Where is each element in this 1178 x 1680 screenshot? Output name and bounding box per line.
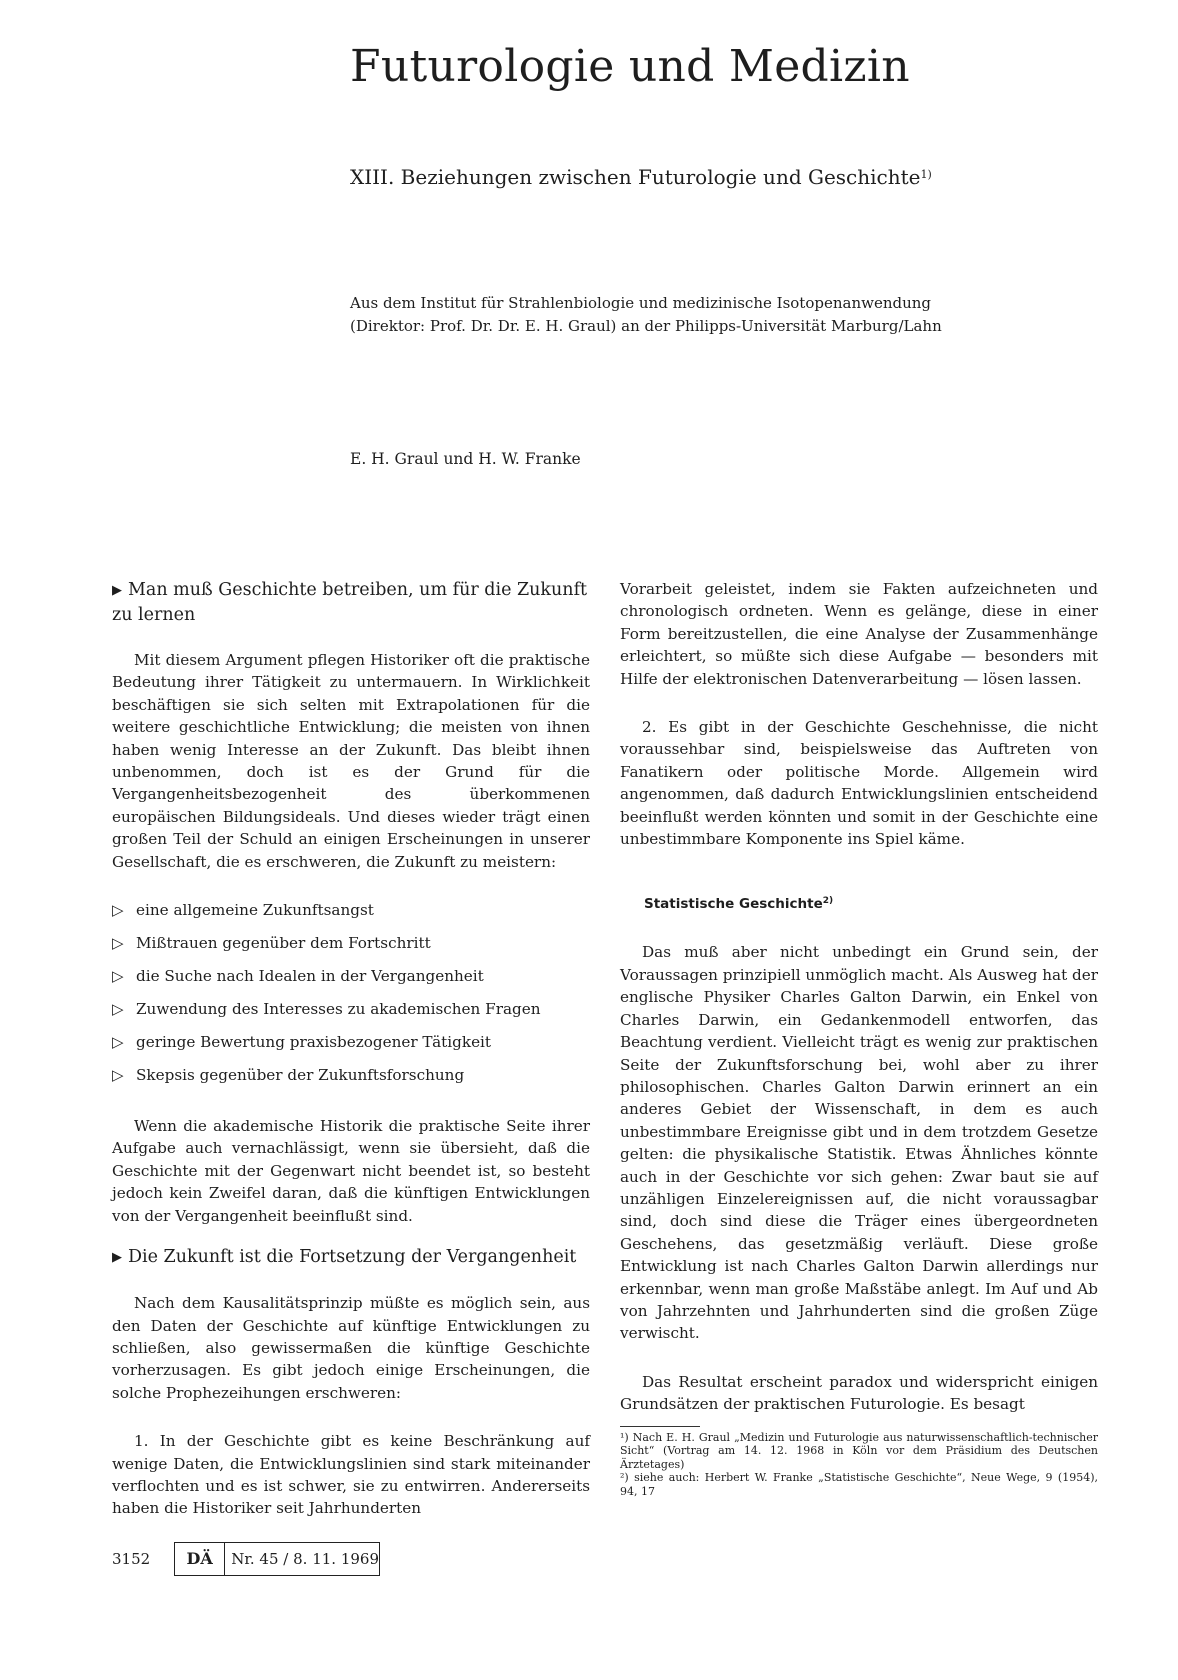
list-item-text: Mißtrauen gegenüber dem Fortschritt	[136, 934, 431, 953]
concern-list	[112, 899, 590, 1097]
subtitle-text: XIII. Beziehungen zwischen Futurologie und Geschichte	[350, 165, 921, 189]
section-heading-2	[112, 1245, 590, 1270]
left-column	[112, 578, 590, 1520]
institute-affiliation	[350, 292, 1110, 338]
outline-triangle-icon: ▷	[112, 934, 124, 953]
section-heading-1-text: Man muß Geschichte betreiben, um für die Zukunft zu lernen	[112, 580, 588, 625]
paragraph: Wenn die akademische Historik die praktische Seite ihrer Aufgabe auch vernachlässigt, wenn sie übersieht, daß die Geschichte mit der Gegenwart nicht beendet ist, so besteht jedoch kein Zweifel daran, daß die künftigen Entwicklungen von der Vergangenheit beeinflußt sind.	[112, 1117, 590, 1225]
list-item	[112, 998, 590, 1031]
section-heading-2-text: Die Zukunft ist die Fortsetzung der Vergangenheit	[128, 1247, 577, 1268]
outline-triangle-icon: ▷	[112, 1000, 124, 1019]
paragraph: 2. Es gibt in der Geschichte Geschehnisse, die nicht voraussehbar sind, beispielsweise das Auftreten von Fanatikern oder politische Morde. Allgemein wird angenommen, daß dadurch Entwicklungslinien entscheidend beeinflußt werden könnten und somit in der Geschichte eine unbestimmbare Komponente ins Spiel käme.	[620, 718, 1098, 849]
footnote-1: ¹) Nach E. H. Graul „Medizin und Futurologie aus naturwissenschaftlich-technischer Sicht“ (Vortrag am 14. 12. 1968 in Köln vor dem Präsidium des Deutschen Ärztetages)	[620, 1430, 1098, 1471]
subsection-footnote-marker: 2)	[822, 896, 834, 907]
paragraph: Vorarbeit geleistet, indem sie Fakten aufzeichneten und chronologisch ordneten. Wenn es gelänge, diese in einer Form bereitzustellen, die eine Analyse der Zusammenhänge erleichtert, so müßte sich diese Aufgabe — besonders mit Hilfe der elektronischen Datenverarbeitung — lösen lassen.	[620, 580, 1098, 688]
footnotes	[620, 1431, 1098, 1499]
institute-line-2: (Direktor: Prof. Dr. Dr. E. H. Graul) an der Philipps-Universität Marburg/Lahn	[350, 317, 942, 335]
footnote-divider	[620, 1426, 700, 1427]
journal-abbreviation: DÄ	[175, 1543, 225, 1575]
list-item	[112, 1064, 590, 1097]
footnote-2: ²) siehe auch: Herbert W. Franke „Statistische Geschichte“, Neue Wege, 9 (1954), 94, 17	[620, 1471, 1098, 1498]
outline-triangle-icon: ▷	[112, 967, 124, 986]
list-item-text: Skepsis gegenüber der Zukunftsforschung	[136, 1066, 465, 1085]
triangle-bullet-icon: ▶	[112, 1250, 122, 1266]
list-item-text: eine allgemeine Zukunftsangst	[136, 901, 374, 920]
list-item-text: geringe Bewertung praxisbezogener Tätigkeit	[136, 1033, 492, 1052]
list-item	[112, 965, 590, 998]
subsection-heading-text: Statistische Geschichte	[644, 896, 823, 913]
outline-triangle-icon: ▷	[112, 1033, 124, 1052]
issue-date: Nr. 45 / 8. 11. 1969	[231, 1550, 379, 1568]
right-column	[620, 578, 1098, 1498]
list-item-text: die Suche nach Idealen in der Vergangenheit	[136, 967, 484, 986]
paragraph: Das Resultat erscheint paradox und widerspricht einigen Grundsätzen der praktischen Futurologie. Es besagt	[620, 1372, 1098, 1414]
paragraph: Das muß aber nicht unbedingt ein Grund sein, der Voraussagen prinzipiell unmöglich macht. Als Ausweg hat der englische Physiker Charles Galton Darwin, ein Enkel von Charles Darwin, ein Gedankenmodell entworfen, das Beachtung verdient. Vielleicht trägt es wenig zur praktischen Seite der Zukunftsforschung bei, wohl aber zu ihrer philosophischen. Charles Galton Darwin erinnert an ein anderes Gebiet der Wissenschaft, in dem es auch unbestimmbare Ereignisse gibt und in dem trotzdem Gesetze gelten: die physikalische Statistik. Etwas Ähnliches könnte auch in der Geschichte vor sich gehen: Zwar baut sie auf unzähligen Einzelereignissen auf, die nicht voraussagbar sind, doch sind diese die Träger eines übergeordneten Geschehens, das gesetzmäßig verläuft. Diese große Entwicklung ist nach Charles Galton Darwin allerdings nur erkennbar, wenn man große Maßstäbe anlegt. Im Auf und Ab von Jahrzehnten und Jahrhunderten sind die großen Züge verwischt.	[620, 943, 1098, 1343]
institute-line-1: Aus dem Institut für Strahlenbiologie und medizinische Isotopenanwendung	[350, 294, 932, 312]
list-item	[112, 899, 590, 932]
list-item	[112, 932, 590, 965]
subtitle-footnote-marker: 1)	[920, 168, 932, 181]
authors: E. H. Graul und H. W. Franke	[350, 450, 581, 468]
article-title: Futurologie und Medizin	[350, 41, 910, 92]
outline-triangle-icon: ▷	[112, 901, 124, 920]
section-heading-1	[112, 578, 590, 627]
paragraph: Nach dem Kausalitätsprinzip müßte es möglich sein, aus den Daten der Geschichte auf künftige Entwicklungen zu schließen, also gewissermaßen die künftige Geschichte vorherzusagen. Es gibt jedoch einige Erscheinungen, die solche Prophezeihungen erschweren:	[112, 1294, 590, 1402]
paragraph: Mit diesem Argument pflegen Historiker oft die praktische Bedeutung ihrer Tätigkeit zu untermauern. In Wirklichkeit beschäftigen sie sich selten mit Extrapolationen für die weitere geschichtliche Entwicklung; die meisten von ihnen haben wenig Interesse an der Zukunft. Das bleibt ihnen unbenommen, doch ist es der Grund für die Vergangenheitsbezogenheit des überkommenen europäischen Bildungsideals. Und dieses wieder trägt einen großen Teil der Schuld an einigen Erscheinungen in unserer Gesellschaft, die es erschweren, die Zukunft zu meistern:	[112, 651, 590, 871]
page-number: 3152	[112, 1550, 151, 1568]
outline-triangle-icon: ▷	[112, 1066, 124, 1085]
subsection-heading	[644, 890, 1098, 915]
list-item	[112, 1031, 590, 1064]
triangle-bullet-icon: ▶	[112, 583, 122, 598]
list-item-text: Zuwendung des Interesses zu akademischen Fragen	[136, 1000, 541, 1019]
journal-box	[174, 1542, 380, 1576]
article-subtitle	[350, 162, 1110, 190]
paragraph: 1. In der Geschichte gibt es keine Beschränkung auf wenige Daten, die Entwicklungslinien sind stark miteinander verflochten und es ist schwer, sie zu entwirren. Andererseits haben die Historiker seit Jahrhunderten	[112, 1432, 590, 1518]
